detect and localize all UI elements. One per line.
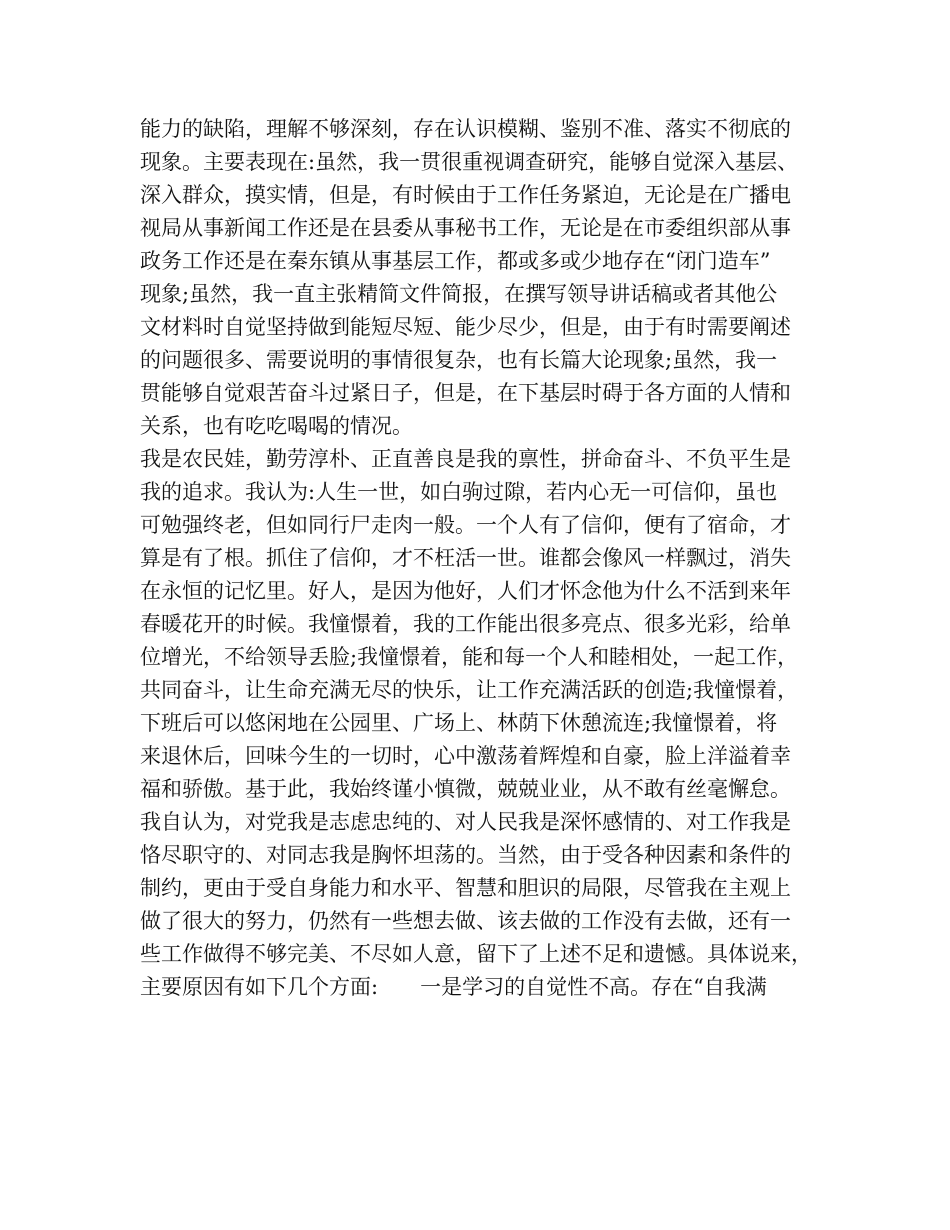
text-line: 现象。主要表现在:虽然，我一贯很重视调查研究，能够自觉深入基层、 — [140, 150, 799, 174]
text-line: 春暖花开的时候。我憧憬着，我的工作能出很多亮点、很多光彩，给单 — [140, 612, 791, 636]
text-line: 能力的缺陷，理解不够深刻，存在认识模糊、鉴别不准、落实不彻底的 — [140, 117, 791, 141]
text-line: 视局从事新闻工作还是在县委从事秘书工作，无论是在市委组织部从事 — [140, 216, 791, 240]
text-line: 些工作做得不够完美、不尽如人意，留下了上述不足和遗憾。具体说来， — [140, 942, 812, 966]
text-line: 深入群众，摸实情，但是，有时候由于工作任务紧迫，无论是在广播电 — [140, 183, 791, 207]
text-line: 关系，也有吃吃喝喝的情况。 — [140, 414, 413, 438]
text-line: 位增光，不给领导丢脸;我憧憬着，能和每一个人和睦相处，一起工作， — [140, 645, 799, 669]
text-line: 制约，更由于受自身能力和水平、智慧和胆识的局限，尽管我在主观上 — [140, 876, 791, 900]
text-line: 恪尽职守的、对同志我是胸怀坦荡的。当然，由于受各种因素和条件的 — [140, 843, 791, 867]
text-line: 的问题很多、需要说明的事情很复杂，也有长篇大论现象;虽然，我一 — [140, 348, 778, 372]
text-line: 做了很大的努力，仍然有一些想去做、该去做的工作没有去做，还有一 — [140, 909, 791, 933]
text-line: 来退休后，回味今生的一切时，心中激荡着辉煌和自豪，脸上洋溢着幸 — [140, 744, 791, 768]
text-line: 共同奋斗，让生命充满无尽的快乐，让工作充满活跃的创造;我憧憬着， — [140, 678, 799, 702]
document-body — [140, 113, 840, 1004]
text-line: 在永恒的记忆里。好人，是因为他好，人们才怀念他为什么不活到来年 — [140, 579, 791, 603]
text-line: 下班后可以悠闲地在公园里、广场上、林荫下休憩流连;我憧憬着，将 — [140, 711, 778, 735]
text-line: 我是农民娃，勤劳淳朴、正直善良是我的禀性，拼命奋斗、不负平生是 — [140, 447, 791, 471]
text-line: 我自认为，对党我是志虑忠纯的、对人民我是深怀感情的、对工作我是 — [140, 810, 791, 834]
text-line: 福和骄傲。基于此，我始终谨小慎微，兢兢业业，从不敢有丝毫懈怠。 — [140, 777, 791, 801]
text-line: 主要原因有如下几个方面: 一是学习的自觉性不高。存在“自我满 — [140, 975, 767, 999]
text-line: 可勉强终老，但如同行尸走肉一般。一个人有了信仰，便有了宿命，才 — [140, 513, 791, 537]
text-line: 我的追求。我认为:人生一世，如白驹过隙，若内心无一可信仰，虽也 — [140, 480, 778, 504]
text-line: 文材料时自觉坚持做到能短尽短、能少尽少，但是，由于有时需要阐述 — [140, 315, 791, 339]
text-line: 政务工作还是在秦东镇从事基层工作，都或多或少地存在“闭门造车” — [140, 249, 771, 273]
text-line: 贯能够自觉艰苦奋斗过紧日子，但是，在下基层时碍于各方面的人情和 — [140, 381, 791, 405]
text-line: 算是有了根。抓住了信仰，才不枉活一世。谁都会像风一样飘过，消失 — [140, 546, 791, 570]
text-line: 现象;虽然，我一直主张精简文件简报，在撰写领导讲话稿或者其他公 — [140, 282, 778, 306]
